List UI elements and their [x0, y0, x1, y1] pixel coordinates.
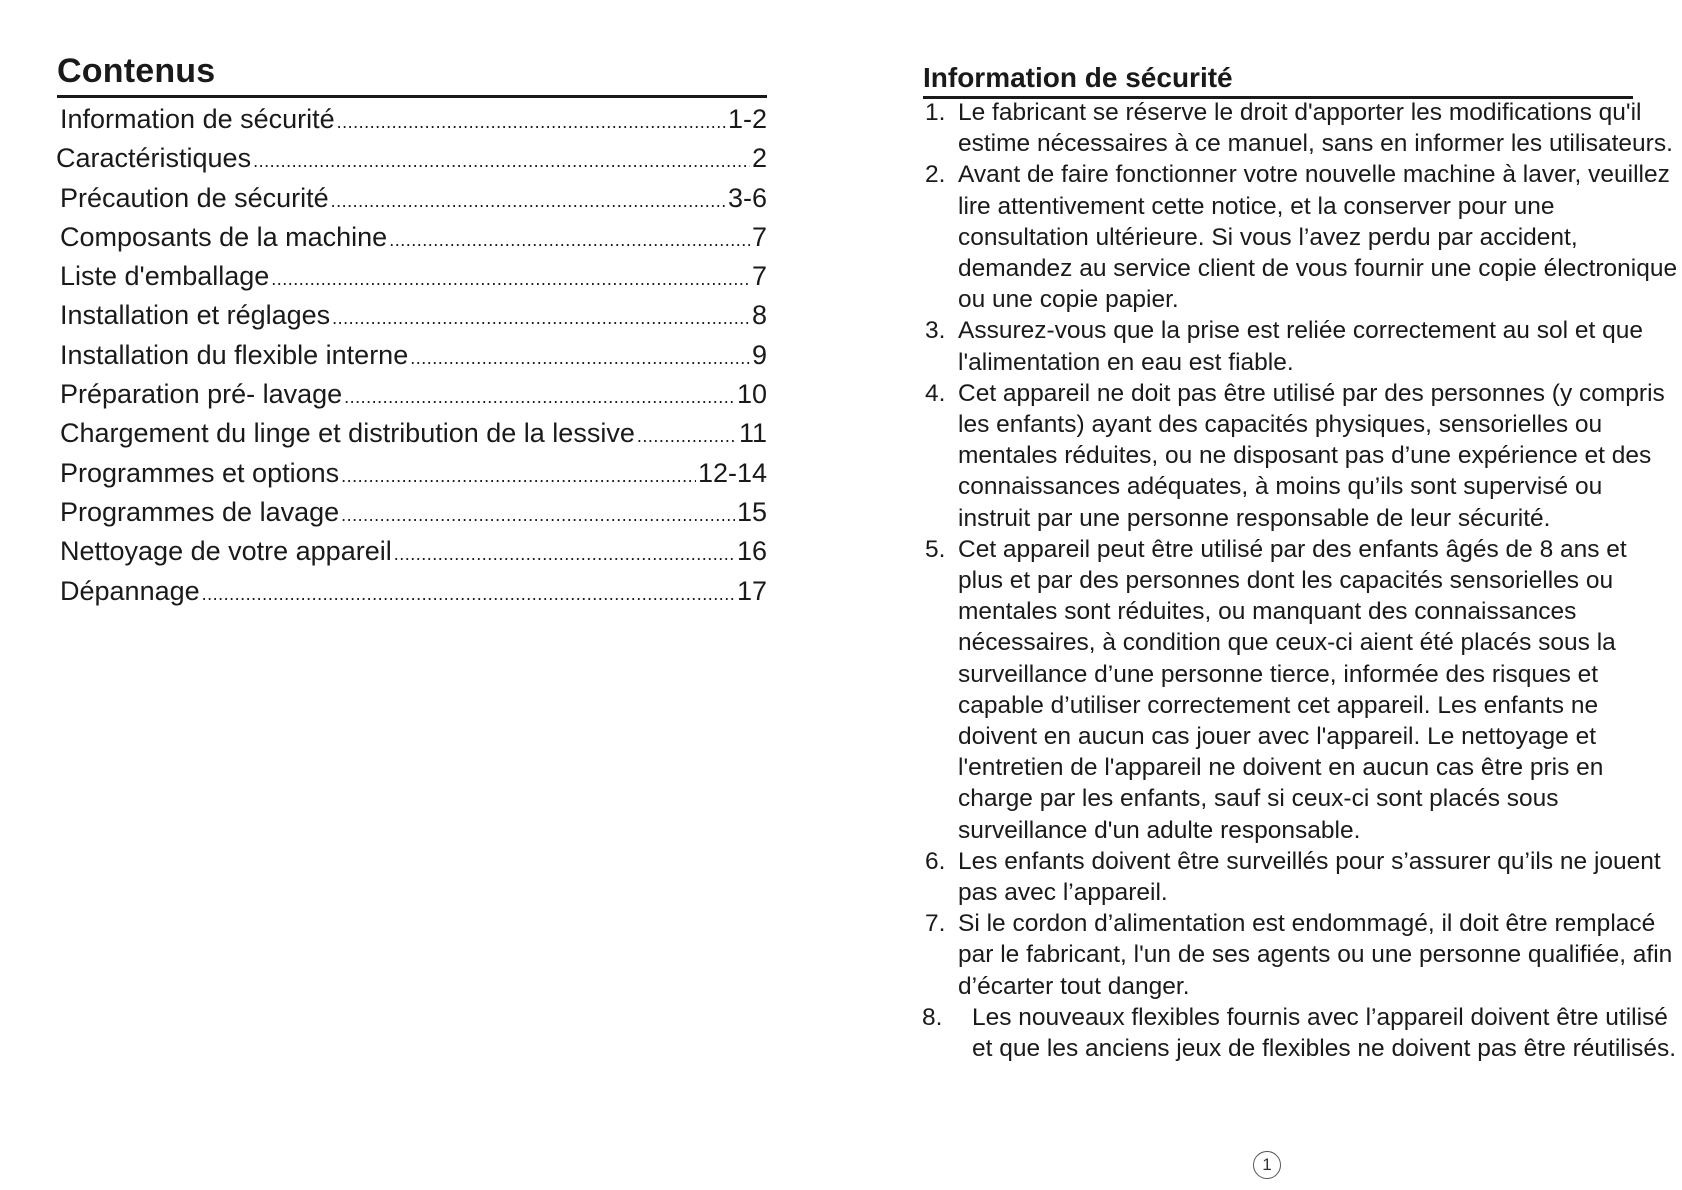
safety-item-number: 1. [925, 99, 946, 126]
toc-leader [344, 378, 735, 417]
toc-item[interactable] [60, 414, 767, 453]
toc-leader [410, 339, 750, 378]
toc-leader [271, 260, 750, 299]
toc-item-label: Nettoyage de votre appareil [60, 536, 392, 567]
toc-item-page: 3-6 [727, 182, 767, 213]
toc-item-page: 7 [751, 221, 767, 252]
toc-list [56, 100, 767, 611]
toc-item[interactable] [60, 218, 767, 257]
safety-item-number: 5. [925, 535, 946, 563]
safety-item-number: 6. [925, 847, 946, 875]
safety-item-number: 8. [922, 1003, 943, 1031]
toc-item[interactable] [56, 139, 767, 178]
toc-leader [389, 221, 750, 260]
toc-item[interactable] [60, 179, 767, 218]
toc-item-page: 12-14 [697, 457, 767, 488]
toc-item[interactable] [60, 257, 767, 296]
toc-leader [637, 417, 737, 456]
toc-leader [331, 182, 726, 221]
toc-item-label: Chargement du linge et distribution de la lessive [60, 418, 635, 449]
toc-divider [57, 95, 767, 98]
toc-item[interactable] [60, 572, 767, 611]
safety-item-text: Les enfants doivent être surveillés pour s’assurer qu’ils ne jouent pas avec l’appareil. [958, 847, 1661, 907]
toc-item-label: Installation du flexible interne [60, 339, 409, 370]
toc-item[interactable] [60, 336, 767, 375]
toc-item[interactable] [60, 493, 767, 532]
toc-item-label: Installation et réglages [60, 300, 331, 331]
safety-item [922, 159, 1678, 315]
safety-item [922, 378, 1678, 534]
toc-item-page: 17 [736, 575, 767, 606]
safety-item-text: Si le cordon d’alimentation est endommagé, il doit être remplacé par le fabricant, l'un de ses agents ou une personne qualifiée, afin d’écarter tout danger. [958, 910, 1673, 1000]
toc-item[interactable] [60, 532, 767, 571]
safety-item-text: Le fabricant se réserve le droit d'apporter les modifications qu'il estime nécessaires à ce manuel, sans en informer les utilisateurs. [958, 99, 1673, 158]
safety-item [922, 846, 1678, 908]
toc-item[interactable] [60, 454, 767, 493]
safety-item-number: 4. [925, 379, 946, 407]
safety-item [922, 1002, 1678, 1064]
toc-leader [341, 496, 735, 535]
toc-item-label: Liste d'emballage [60, 261, 270, 292]
safety-list [922, 97, 1678, 1064]
toc-item-page: 8 [751, 300, 767, 331]
page-number-badge: 1 [1253, 1151, 1281, 1179]
safety-item-text: Assurez-vous que la prise est reliée correctement au sol et que l'alimentation en eau est fiable. [958, 317, 1643, 376]
toc-item-label: Préparation pré- lavage [60, 379, 343, 410]
toc-item-page: 7 [751, 261, 767, 292]
safety-item [922, 315, 1678, 377]
safety-item-number: 3. [925, 317, 946, 345]
toc-item[interactable] [60, 100, 767, 139]
safety-item-number: 7. [925, 910, 946, 938]
toc-item-page: 2 [751, 143, 767, 174]
toc-item[interactable] [60, 375, 767, 414]
toc-leader [253, 142, 750, 181]
toc-title: Contenus [57, 52, 216, 90]
toc-leader [332, 299, 750, 338]
toc-item[interactable] [60, 296, 767, 335]
toc-item-label: Programmes et options [60, 457, 340, 488]
toc-leader [337, 103, 726, 142]
toc-item-label: Précaution de sécurité [60, 182, 329, 213]
toc-item-page: 16 [736, 536, 767, 567]
toc-item-page: 15 [736, 496, 767, 527]
toc-leader [341, 457, 696, 496]
toc-item-page: 1-2 [727, 104, 767, 134]
safety-item-text: Cet appareil ne doit pas être utilisé par des personnes (y compris les enfants) ayant des capacités physiques, sensorielles ou mentales réduites, ou ne disposant pas d’une expérience et des connaissances adéquates, à moins qu’ils sont supervisé ou instruit par une personne responsable de leur sécurité. [958, 379, 1665, 532]
toc-item-label: Information de sécurité [60, 104, 335, 134]
safety-title: Information de sécurité [923, 62, 1233, 93]
toc-item-page: 9 [751, 339, 767, 370]
safety-item-text: Les nouveaux flexibles fournis avec l’appareil doivent être utilisé et que les anciens jeux de flexibles ne doivent pas être réutilisés. [972, 1003, 1677, 1063]
toc-item-label: Caractéristiques [56, 143, 252, 174]
toc-item-page: 10 [736, 379, 767, 410]
safety-item-text: Cet appareil peut être utilisé par des enfants âgés de 8 ans et plus et par des personnes dont les capacités sensorielles ou mentales sont réduites, ou manquant des connaissances nécessaires, à condition que ceux-ci aient été placés sous la surveillance d’une personne tierce, informée des risques et capable d’utiliser correctement cet appareil. Les enfants ne doivent en aucun cas jouer avec l'appareil. Le nettoyage et l'entretien de l'appareil ne doivent en aucun cas être pris en charge par les enfants, sauf si ceux-ci sont placés sous surveillance d'un adulte responsable. [958, 535, 1627, 844]
toc-leader [202, 575, 735, 614]
toc-item-label: Composants de la machine [60, 221, 388, 252]
safety-item [922, 97, 1678, 159]
safety-item-number: 2. [925, 161, 946, 189]
safety-item-text: Avant de faire fonctionner votre nouvelle machine à laver, veuillez lire attentivement cette notice, et la conserver pour une consultation ultérieure. Si vous l’avez perdu par accident, demandez au service client de vous fournir une copie électronique ou une copie papier. [958, 161, 1678, 314]
toc-item-label: Dépannage [60, 575, 200, 606]
safety-item [922, 908, 1678, 1002]
safety-item [922, 534, 1678, 846]
toc-leader [394, 535, 735, 574]
toc-item-page: 11 [738, 418, 767, 449]
toc-item-label: Programmes de lavage [60, 496, 340, 527]
